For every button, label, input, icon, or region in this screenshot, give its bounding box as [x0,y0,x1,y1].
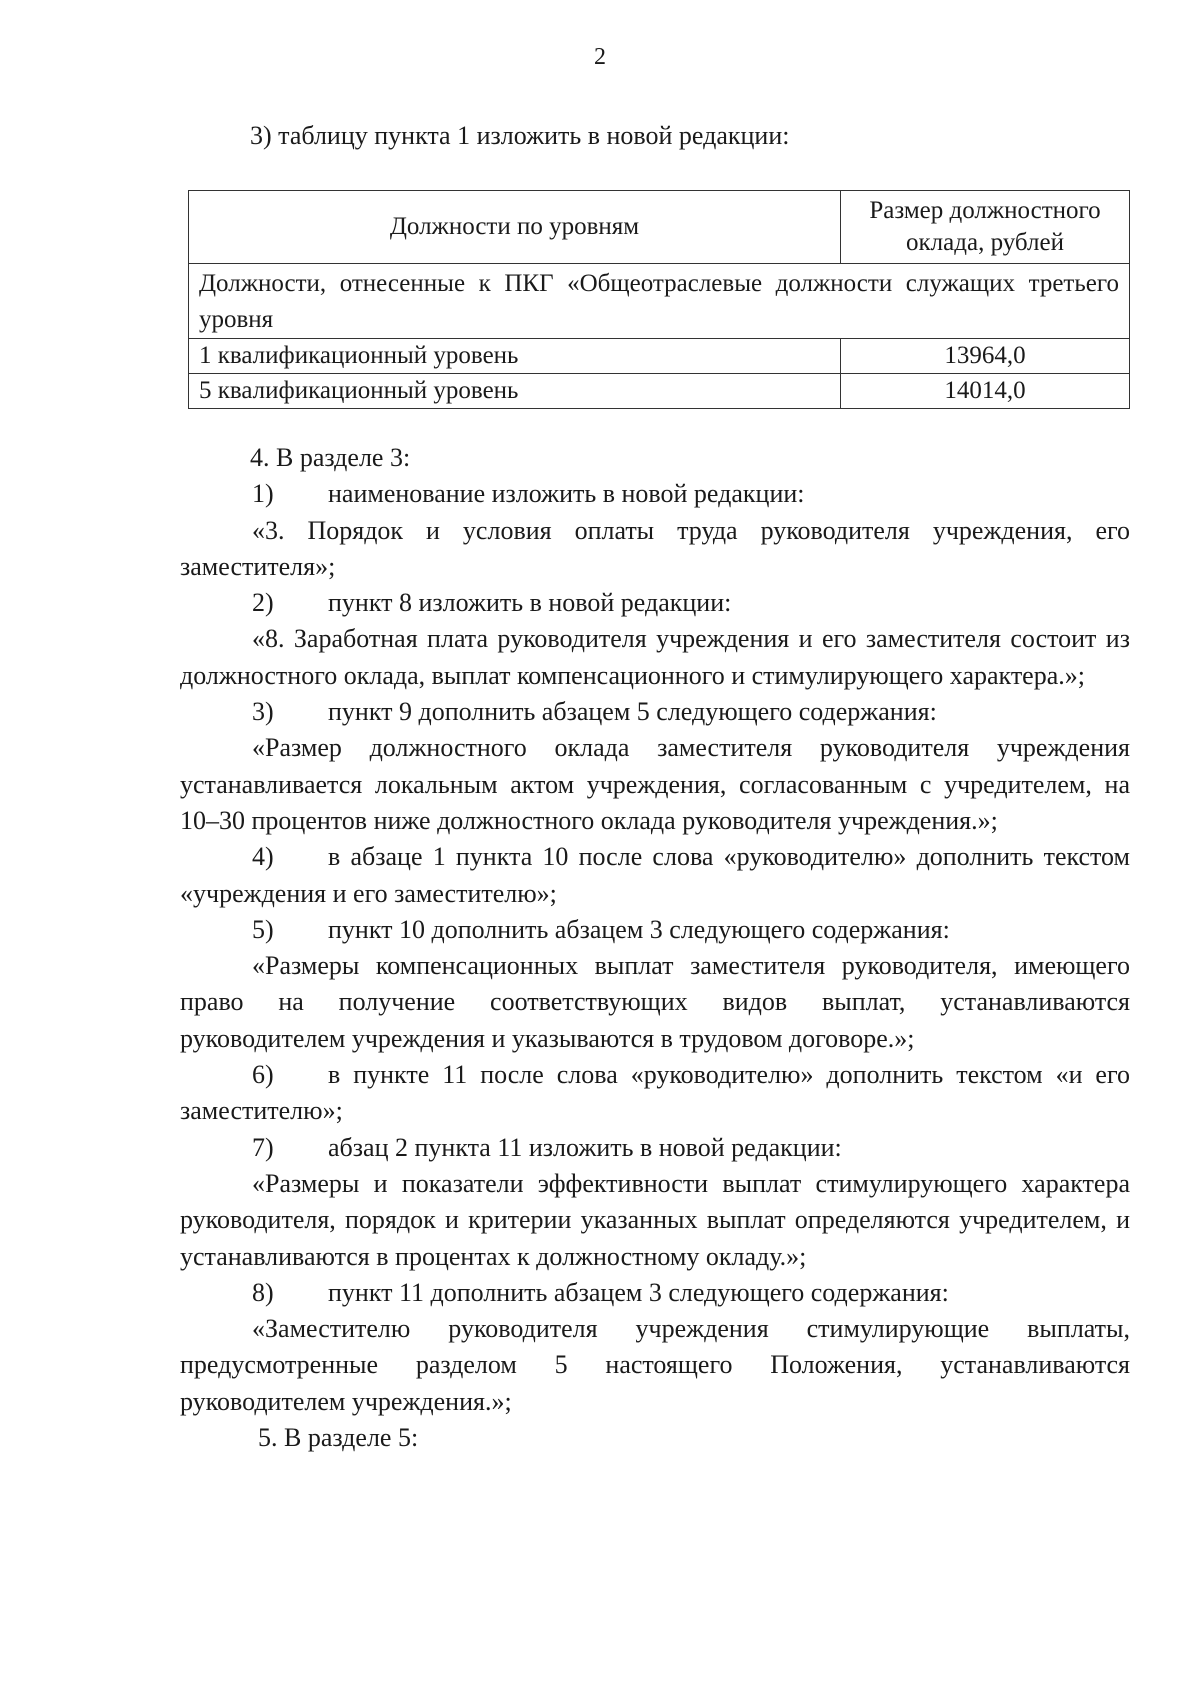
quoted-paragraph: «Размеры компенсационных выплат заместителя руководителя, имеющего право на получение соответствующих видов выплат, устанавливаются руководителем учреждения и указываются в трудовом договоре.»; [180,951,1130,1053]
item-number: 2) [252,588,274,618]
header-salary: Размер должностного оклада, рублей [841,191,1130,264]
section-4-heading: 4. В разделе 3: [250,443,411,472]
intro-paragraph: 3) таблицу пункта 1 изложить в новой редакции: [250,121,790,150]
amendments-text [180,440,1130,1456]
quoted-paragraph: «Заместителю руководителя учреждения стимулирующие выплаты, предусмотренные разделом 5 настоящего Положения, устанавливаются руководителем учреждения.»; [180,1314,1130,1416]
list-item [180,1130,1130,1166]
header-positions: Должности по уровням [189,191,841,264]
quoted-paragraph: «8. Заработная плата руководителя учреждения и его заместителя состоит из должностного оклада, выплат компенсационного и стимулирующего характера.»; [180,624,1130,690]
item-number: 5) [252,914,274,944]
item-text: абзац 2 пункта 11 изложить в новой редакции: [328,1132,842,1162]
level-name: 5 квалификационный уровень [189,374,841,409]
level-salary: 14014,0 [841,374,1130,409]
item-text: пункт 10 дополнить абзацем 3 следующего содержания: [328,914,950,944]
table-group-row [189,264,1130,339]
table-row [189,339,1130,374]
table-row [189,374,1130,409]
item-number: 3) [252,697,274,727]
list-item [180,912,1130,948]
item-number: 8) [252,1277,274,1307]
section-5-heading: 5. В разделе 5: [258,1423,419,1453]
list-item [180,839,1130,912]
quoted-paragraph: «3. Порядок и условия оплаты труда руководителя учреждения, его заместителя»; [180,515,1130,581]
item-number: 7) [252,1132,274,1162]
item-number: 4) [252,842,274,872]
item-text: в пункте 11 после слова «руководителю» дополнить текстом «и его заместителю»; [180,1060,1130,1126]
list-item [180,694,1130,730]
quoted-paragraph: «Размеры и показатели эффективности выплат стимулирующего характера руководителя, порядок и критерии указанных выплат определяются учредителем, и устанавливаются в процентах к должностному окладу.»; [180,1168,1130,1271]
list-item [180,585,1130,621]
item-text: пункт 9 дополнить абзацем 5 следующего содержания: [328,697,937,727]
item-text: пункт 8 изложить в новой редакции: [328,588,732,618]
list-item [180,1275,1130,1311]
item-number: 6) [252,1060,274,1090]
table-header-row [189,191,1130,264]
page-number: 2 [594,44,606,70]
group-title: Должности, отнесенные к ПКГ «Общеотраслевые должности служащих третьего уровня [189,264,1130,339]
item-text: наименование изложить в новой редакции: [328,479,805,509]
salary-table [188,190,1130,409]
item-number: 1) [252,479,274,509]
level-salary: 13964,0 [841,339,1130,374]
item-text: пункт 11 дополнить абзацем 3 следующего содержания: [328,1277,949,1307]
list-item [180,1057,1130,1130]
list-item [180,476,1130,512]
item-text: в абзаце 1 пункта 10 после слова «руководителю» дополнить текстом «учреждения и его заместителю»; [180,842,1130,908]
quoted-paragraph: «Размер должностного оклада заместителя руководителя учреждения устанавливается локальным актом учреждения, согласованным с учредителем, на 10–30 процентов ниже должностного оклада руководителя учреждения.»; [180,733,1130,835]
level-name: 1 квалификационный уровень [189,339,841,374]
